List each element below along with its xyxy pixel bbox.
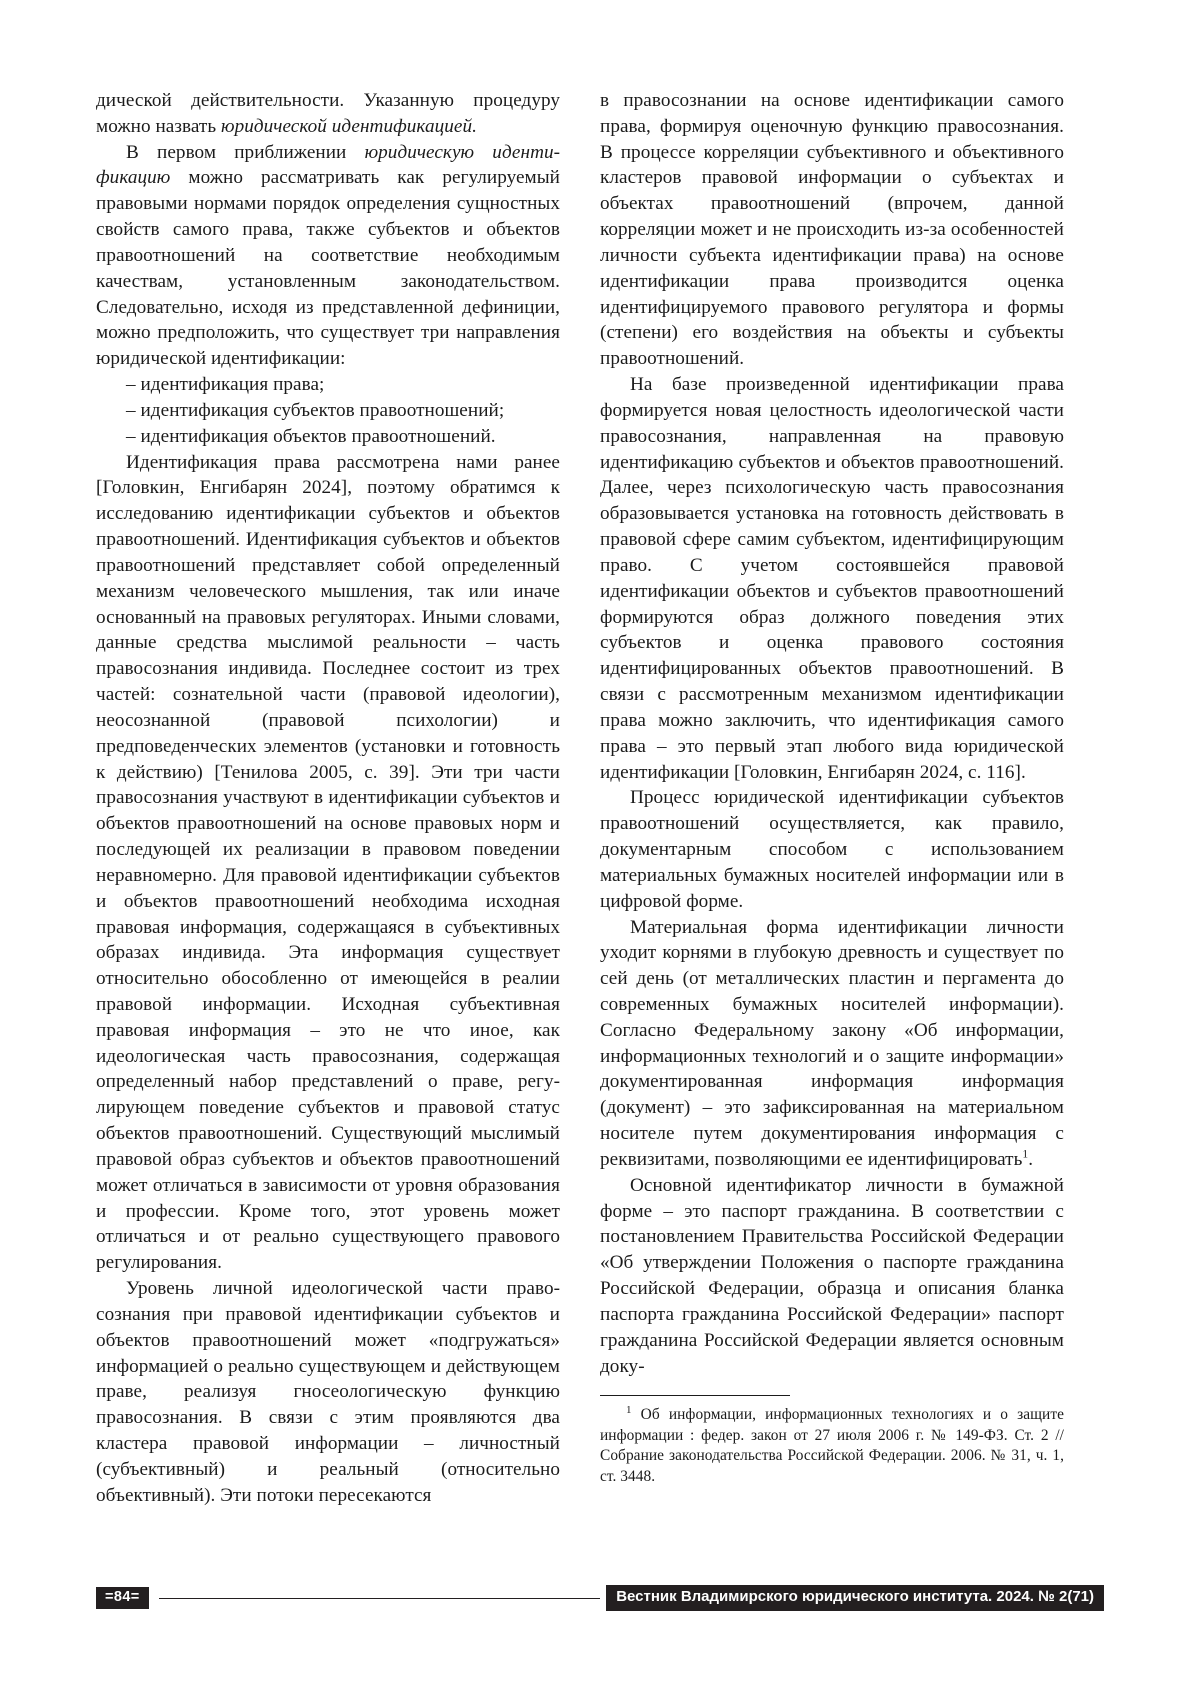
- list-item: – идентификация права;: [126, 374, 325, 396]
- right-column: [600, 88, 1064, 1487]
- footnote-separator: [600, 1395, 790, 1396]
- footnote-marker: 1: [626, 1404, 632, 1417]
- italic-term: юридической идентификацией.: [221, 115, 477, 137]
- paragraph-left-4: Уровень личной идеологической части правосознания при правовой идентификации субъектов и объектов правоотношений может «подгружаться» информацией о реально существующем и действующем праве, реализуя гносеологическую функцию правосознания. В связи с этим проявляются два кластера правовой информации – личностный (субъективный) и реальный (относительно объективный). Эти потоки пересекаются: [96, 1278, 560, 1506]
- paragraph-right-4: [600, 915, 1064, 1173]
- left-column: [96, 88, 560, 1509]
- paragraph-left-2: [96, 140, 560, 372]
- footnote-text: [600, 1405, 1064, 1487]
- journal-title: Вестник Владимирского юридического института. 2024. № 2(71): [606, 1585, 1104, 1611]
- paragraph-right-1: в правосознании на основе идентификации самого права, формируя оценочную функцию правосознания. В процессе корреляции субъективного и объективного кластеров правовой информации о субъектах и объектах правоотношений (впрочем, данной корреляции может и не происходить из-за особенностей личности субъекта идентификации права) на основе идентификации права производится оценка идентифицируемого правового регулятора и формы (степени) его воздействия на объекты и субъекты правоотношений.: [600, 90, 1064, 370]
- paragraph-right-5: Основной идентификатор личности в бумажной форме – это паспорт гражданина. В соответствии с постановлением Правительства Российской Федерации «Об утверждении Положения о паспорте гражданина Российской Федерации, образца и описания бланка паспорта гражданина Российской Федерации» паспорт гражданина Российской Федерации является основным доку-: [600, 1174, 1064, 1377]
- page-footer: [96, 1585, 1104, 1611]
- text-run: можно рассматривать как регулируемый правовыми нормами порядок определения сущностных свойств самого права, также субъектов и объектов правоотношений на соответствие необходимым качествам, установленным законодательством. Следовательно, исходя из представленной дефиниции, можно предположить, что существует три направления юридической идентификации:: [96, 167, 560, 370]
- list-item: – идентификация субъектов правоотношений;: [126, 399, 505, 421]
- footer-rule: [159, 1598, 601, 1599]
- paragraph-left-1: [96, 88, 560, 140]
- text-run: В первом приближении: [126, 141, 365, 163]
- text-run: Об информации, информационных технологиях и о защите информации : федер. закон от 27 июля 2006 г. № 149-ФЗ. Ст. 2 // Собрание законодательства Российской Федерации. 2006. № 31, ч. 1, ст. 3448.: [600, 1406, 1064, 1485]
- page-number: =84=: [96, 1587, 149, 1609]
- text-run: Материальная форма идентификации личности уходит корнями в глубокую древность и существует по сей день (от металлических пластин и пергамента до современных бумажных носителей информации). Согласно Федеральному закону «Об информации, информационных технологий и о защите информации» документированная информация информация (документ) – это зафиксированная на материальном носителе путем документирования информация с реквизитами, позволяющими ее идентифицировать: [600, 916, 1064, 1170]
- paragraph-left-3: Идентификация права рассмотрена нами ранее [Головкин, Енгибарян 2024], поэтому обратимся к исследованию идентификации субъектов и объектов правоотношений. Идентификация субъектов и объектов правоотношений представляет собой определенный механизм человеческого мышления, так или иначе основанный на правовых регуляторах. Иными словами, данные средства мыслимой реальности – часть правосознания индивида. Последнее состоит из трех частей: сознательной части (правовой идеологии), неосознанной (правовой психологии) и предповеденческих элементов (установки и готовность к действию) [Тенилова 2005, с. 39]. Эти три части правосознания участвуют в идентификации субъектов и объектов правоотношений на основе правовых норм и последующей их реализации в правовом поведении неравномерно. Для правовой идентификации субъектов и объектов правоотношений необходима исходная правовая информация, содержащаяся в субъективных образах индивида. Эта информация существует относительно обособленно от имеющейся в реалии правовой информации. Исходная субъективная правовая информация – это не что иное, как идеологическая часть правосознания, содержащая определенный набор представлений о праве, регулирующем поведение субъектов и правовой статус объектов правоотношений. Существующий мыслимый правовой образ субъектов и объектов правоотношений может отличаться в зависимости от уровня образования и профессии. Кроме того, этот уровень может отличаться и от реально существующего правового регулирования.: [96, 451, 560, 1274]
- two-column-body: [96, 88, 1104, 1509]
- footnote-reference: 1: [1022, 1148, 1029, 1161]
- paragraph-right-3: Процесс юридической идентификации субъектов правоотношений осуществляется, как правило, документарным способом с использованием материальных бумажных носителей информации или в цифровой форме.: [600, 787, 1064, 912]
- list-item: – идентификация объектов правоотношений.: [126, 425, 496, 447]
- italic-term: юридическую идентификацию: [96, 141, 561, 189]
- text-run: .: [1028, 1148, 1034, 1170]
- paragraph-right-2: На базе произведенной идентификации права формируется новая целостность идеологической части правосознания, направленная на правовую идентификацию субъектов и объектов правоотношений. Далее, через психологическую часть правосознания образовывается установка на готовность действовать в правовой сфере самим субъектом, идентифицирующим право. С учетом состоявшейся правовой идентификации объектов и субъектов правоотношений формируются образ должного поведения этих субъектов и оценка правового состояния идентифицированных объектов правоотношений. В связи с рассмотренным механизмом идентификации права можно заключить, что идентификация самого права – это первый этап любого вида юридической идентификации [Головкин, Енгибарян 2024, с. 116].: [600, 374, 1064, 783]
- text-run: дической действительности. Указанную процедуру можно назвать: [96, 90, 560, 137]
